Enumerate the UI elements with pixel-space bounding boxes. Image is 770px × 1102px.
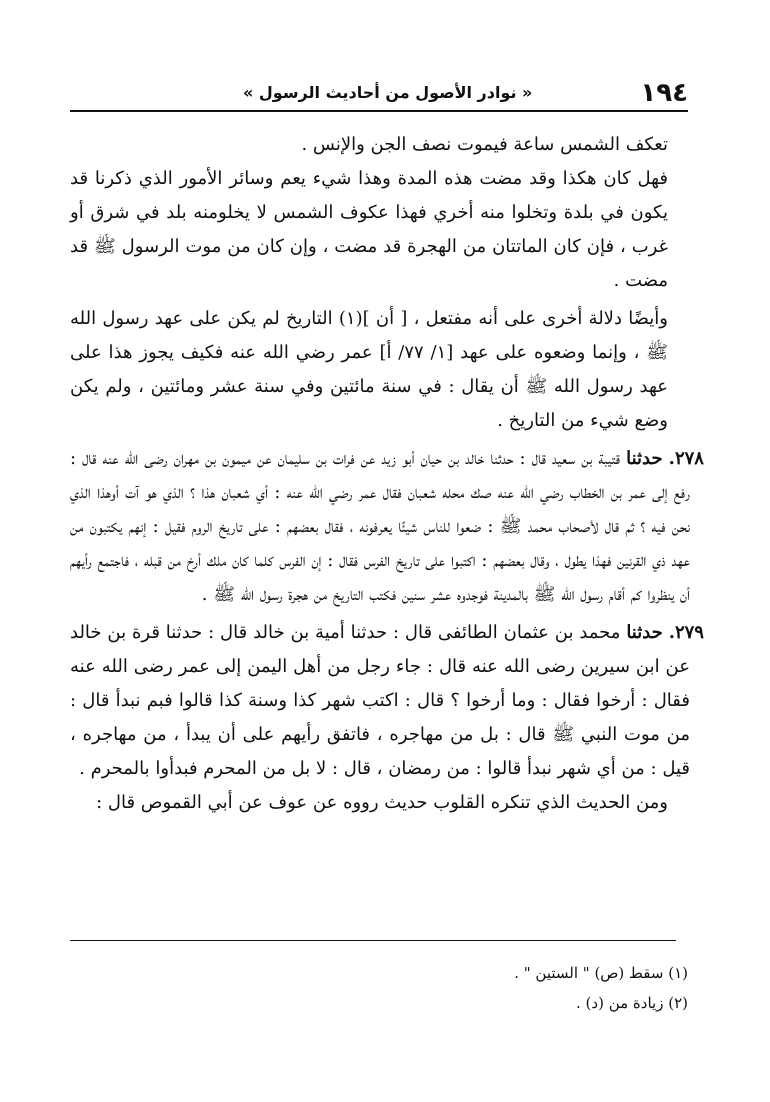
hadith-278-number: ٢٧٨.	[668, 448, 704, 469]
hadith-278-text: قتيبة بن سعيد قال : حدثنا خالد بن حيان أبو زيد عن فرات بن سليمان عن ميمون بن مهران رضى الله عنه قال : رفع إلى عمر بن الخطاب رضي الله عنه صك محله شعبان فقال عمر رضي الله عنه : أي شعبان هذا ؟ الذي هو آت أوهذا الذي نحن فيه ؟ ثم قال لأصحاب محمد ﷺ : ضعوا للناس شيئًا يعرفونه ، فقال بعضهم : على تاريخ الروم فقيل : إنهم يكتبون من عهد ذي القرنين فهذا يطول ، وقال بعضهم : اكتبوا على تاريخ الفرس فقال : إن الفرس كلما كان ملك أرخ من قبله ، فاجتمع رأيهم أن ينظروا كم أقام رسول الله ﷺ بالمدينة فوجدوه عشر سنين فكتب التاريخ من هجرة رسول الله ﷺ .	[70, 448, 690, 605]
running-title: « نوادر الأصول من أحاديث الرسول »	[243, 83, 533, 102]
hadith-279	[70, 616, 704, 786]
footnote-rule	[70, 940, 676, 941]
page-number: ١٩٤	[640, 78, 688, 108]
hadith-279-haddathana: حدثنا	[626, 622, 663, 643]
footnote-1: (١) سقط (ص) " الستين " .	[514, 964, 688, 982]
hadith-278-haddathana: حدثنا	[626, 448, 663, 469]
paragraph-last: ومن الحديث الذي تنكره القلوب حديث رووه عن عوف عن أبي القموص قال :	[96, 792, 668, 813]
hadith-279-text: محمد بن عثمان الطائفى قال : حدثنا أمية بن خالد قال : حدثنا قرة بن خالد عن ابن سيرين رضى الله عنه قال : جاء رجل من أهل اليمن إلى عمر رضى الله عنه فقال : أرخوا فقال : وما أرخوا ؟ قال : اكتب شهر كذا وسنة كذا قالوا فبم نبدأ قال : من موت النبي ﷺ قال : بل من مهاجره ، فاتفق رأيهم على أن يبدأ ، من مهاجره ، قيل : من أي شهر نبدأ قالوا : من رمضان ، قال : لا بل من المحرم فبدأوا بالمحرم .	[70, 622, 690, 779]
main-text	[70, 128, 704, 820]
paragraph-2: فهل كان هكذا وقد مضت هذه المدة وهذا شيء يعم وسائر الأمور الذي ذكرنا قد يكون في بلدة وتخلوا منه أخري فهذا عكوف الشمس لا يخلومنه بلد في شرق أو غرب ، فإن كان الماتتان من الهجرة قد مضت ، وإن كان من موت الرسول ﷺ قد مضت .	[70, 168, 668, 291]
hadith-279-number: ٢٧٩.	[668, 622, 704, 643]
footnotes	[300, 958, 688, 1018]
footnote-2: (٢) زيادة من (د) .	[576, 994, 688, 1012]
page-header	[88, 78, 688, 108]
paragraph-3: وأيضًا دلالة أخرى على أنه مفتعل ، [ أن ](١) التاريخ لم يكن على عهد رسول الله ﷺ ، وإنما وضعوه على عهد [١/ ٧٧/ أ] عمر رضي الله عنه فكيف يجوز هذا على عهد رسول الله ﷺ أن يقال : في سنة مائتين وفي سنة عشر ومائتين ، ولم يكن وضع شيء من التاريخ .	[70, 308, 668, 431]
hadith-278	[70, 442, 704, 612]
paragraph-1: تعكف الشمس ساعة فيموت نصف الجن والإنس .	[301, 134, 668, 155]
header-rule	[70, 110, 688, 112]
